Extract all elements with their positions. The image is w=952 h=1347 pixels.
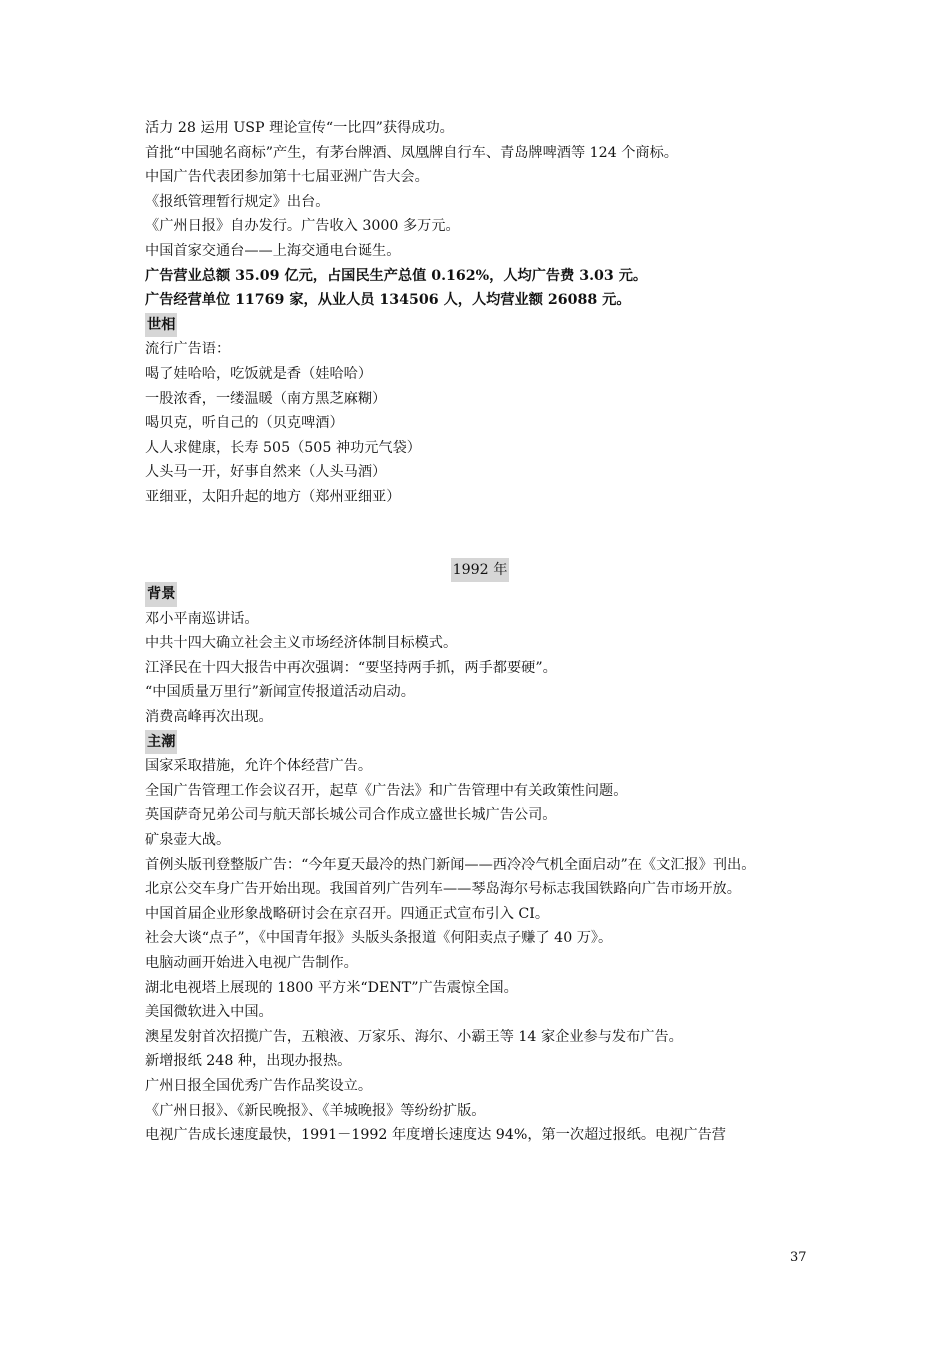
slogan-line: 人头马一开，好事自然来（人头马酒） xyxy=(145,464,387,481)
section-heading-shixiang: 世相 xyxy=(145,313,177,338)
page-number: 37 xyxy=(790,1250,807,1265)
text-line: 活力 28 运用 USP 理论宣传“一比四”获得成功。 xyxy=(145,120,454,136)
text-line: 中共十四大确立社会主义市场经济体制目标模式。 xyxy=(145,635,458,652)
text-paragraph: 首例头版刊登整版广告：“今年夏天最冷的热门新闻——西冷冷气机全面启动”在《文汇报》刊出。 xyxy=(145,856,756,873)
text-line: 邓小平南巡讲话。 xyxy=(145,610,259,627)
text-line: 美国微软进入中国。 xyxy=(145,1004,273,1021)
spacer xyxy=(145,510,815,558)
page-content xyxy=(145,116,815,1148)
text-line: 消费高峰再次出现。 xyxy=(145,709,273,726)
text-line: 国家采取措施，允许个体经营广告。 xyxy=(145,758,373,775)
text-line: 新增报纸 248 种，出现办报热。 xyxy=(145,1053,352,1070)
slogan-line: 人人求健康，长寿 505（505 神功元气袋） xyxy=(145,439,421,456)
text-line: 湖北电视塔上展现的 1800 平方米“DENT”广告震惊全国。 xyxy=(145,979,518,996)
text-line: 澳星发射首次招揽广告，五粮液、万家乐、海尔、小霸王等 14 家企业参与发布广告。 xyxy=(145,1028,683,1045)
text-line: 电视广告成长速度最快，1991－1992 年度增长速度达 94%，第一次超过报纸。电视广告营 xyxy=(145,1127,726,1144)
slogan-line: 喝了娃哈哈，吃饭就是香（娃哈哈） xyxy=(145,365,373,382)
text-line: 首批“中国驰名商标”产生，有茅台牌酒、凤凰牌自行车、青岛牌啤酒等 124 个商标。 xyxy=(145,144,678,161)
text-line: 全国广告管理工作会议召开，起草《广告法》和广告管理中有关政策性问题。 xyxy=(145,782,628,799)
text-line: 中国首家交通台——上海交通电台诞生。 xyxy=(145,242,401,259)
section-heading-background: 背景 xyxy=(145,582,177,607)
section-heading-mainstream: 主潮 xyxy=(145,730,177,755)
slogan-line: 亚细亚，太阳升起的地方（郑州亚细亚） xyxy=(145,488,401,505)
year-title: 1992 年 xyxy=(451,558,510,583)
text-line: “中国质量万里行”新闻宣传报道活动启动。 xyxy=(145,684,415,701)
stat-line: 广告经营单位 11769 家，从业人员 134506 人，人均营业额 26088 元。 xyxy=(145,292,631,309)
text-line: 电脑动画开始进入电视广告制作。 xyxy=(145,955,358,971)
text-paragraph: 北京公交车身广告开始出现。我国首列广告列车——琴岛海尔号标志我国铁路向广告市场开放。 xyxy=(145,881,741,898)
text-line: 中国首届企业形象战略研讨会在京召开。四通正式宣布引入 CI。 xyxy=(145,905,550,922)
text-line: 社会大谈“点子”，《中国青年报》头版头条报道《何阳卖点子赚了 40 万》。 xyxy=(145,930,613,947)
text-line: 《广州日报》自办发行。广告收入 3000 多万元。 xyxy=(145,218,460,235)
slogan-line: 一股浓香，一缕温暖（南方黑芝麻糊） xyxy=(145,390,387,407)
text-line: 《广州日报》、《新民晚报》、《羊城晚报》等纷纷扩版。 xyxy=(145,1102,486,1119)
stat-line: 广告营业总额 35.09 亿元，占国民生产总值 0.162%，人均广告费 3.03 元。 xyxy=(145,267,648,284)
text-line: 英国萨奇兄弟公司与航天部长城公司合作成立盛世长城广告公司。 xyxy=(145,807,557,824)
text-line: 广州日报全国优秀广告作品奖设立。 xyxy=(145,1077,373,1094)
text-line: 《报纸管理暂行规定》出台。 xyxy=(145,193,330,210)
slogan-intro: 流行广告语： xyxy=(145,341,231,358)
text-line: 中国广告代表团参加第十七届亚洲广告大会。 xyxy=(145,169,429,186)
text-line: 江泽民在十四大报告中再次强调：“要坚持两手抓，两手都要硬”。 xyxy=(145,659,557,676)
text-line: 矿泉壶大战。 xyxy=(145,832,231,849)
slogan-line: 喝贝克，听自己的（贝克啤酒） xyxy=(145,415,344,432)
